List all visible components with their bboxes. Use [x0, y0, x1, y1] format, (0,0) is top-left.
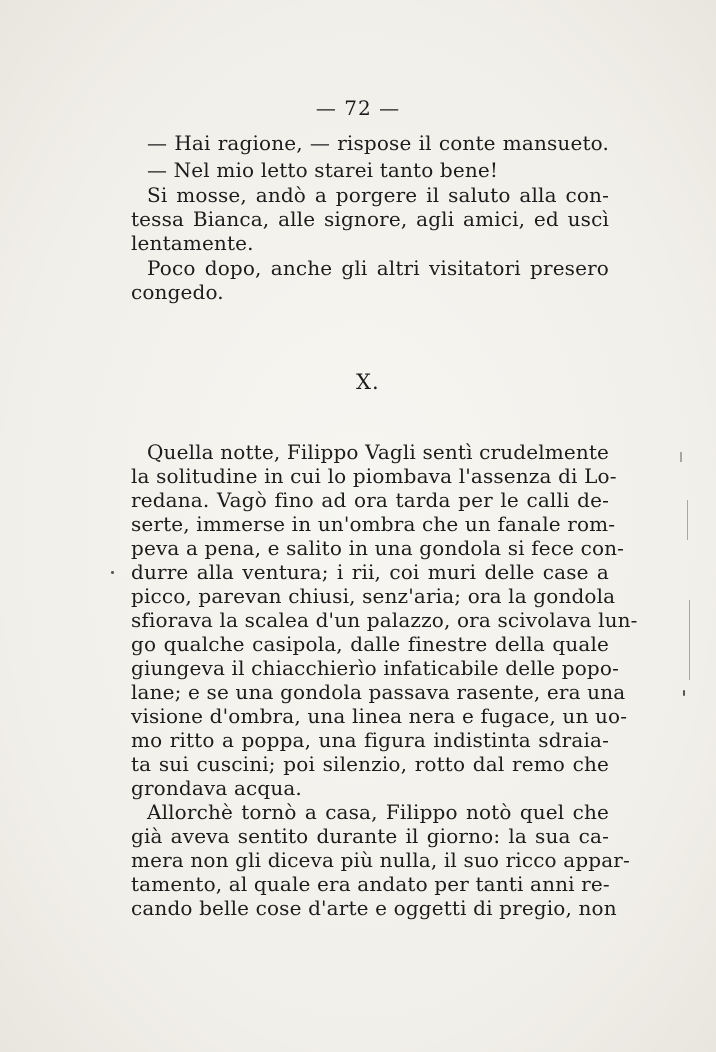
text-line: grondava acqua.: [131, 776, 302, 800]
scan-margin-mark: [689, 600, 690, 680]
text-line: congedo.: [131, 280, 224, 304]
chapter-heading: X.: [356, 370, 380, 394]
text-line: lane; e se una gondola passava rasente, era una: [131, 680, 626, 704]
scan-speck: [111, 571, 114, 574]
text-line: lentamente.: [131, 231, 254, 255]
text-line: la solitudine in cui lo piombava l'assenza di Lo-: [131, 464, 617, 488]
scan-margin-mark: [687, 500, 688, 540]
text-line: mo ritto a poppa, una figura indistinta sdraia-: [131, 728, 609, 752]
text-line: — Nel mio letto starei tanto bene!: [147, 158, 499, 182]
text-line: Allorchè tornò a casa, Filippo notò quel che: [147, 800, 609, 824]
text-line: peva a pena, e salito in una gondola si fece con-: [131, 536, 625, 560]
text-line: serte, immerse in un'ombra che un fanale rom-: [131, 512, 616, 536]
text-line: sfiorava la scalea d'un palazzo, ora scivolava lun-: [131, 608, 638, 632]
text-line: tamento, al quale era andato per tanti anni re-: [131, 872, 610, 896]
scan-speck: [683, 690, 685, 696]
text-line: tessa Bianca, alle signore, agli amici, ed uscì: [131, 207, 609, 231]
text-line: redana. Vagò fino ad ora tarda per le calli de-: [131, 488, 609, 512]
text-line: cando belle cose d'arte e oggetti di pregio, non: [131, 896, 617, 920]
text-line: giungeva il chiacchierìo infaticabile delle popo-: [131, 656, 619, 680]
text-line: già aveva sentito durante il giorno: la sua ca-: [131, 824, 609, 848]
text-line: mera non gli diceva più nulla, il suo ricco appar-: [131, 848, 630, 872]
text-line: — Hai ragione, — rispose il conte mansueto.: [147, 131, 609, 155]
text-line: Si mosse, andò a porgere il saluto alla con-: [147, 183, 609, 207]
text-line: picco, parevan chiusi, senz'aria; ora la gondola: [131, 584, 616, 608]
text-line: go qualche casipola, dalle finestre della quale: [131, 632, 609, 656]
page-number: — 72 —: [315, 96, 401, 120]
text-line: Poco dopo, anche gli altri visitatori presero: [147, 256, 609, 280]
scan-margin-mark: [680, 452, 682, 462]
text-line: Quella notte, Filippo Vagli sentì crudelmente: [147, 440, 610, 464]
text-line: durre alla ventura; i rii, coi muri delle case a: [131, 560, 609, 584]
text-line: visione d'ombra, una linea nera e fugace, un uo-: [131, 704, 628, 728]
text-line: ta sui cuscini; poi silenzio, rotto dal remo che: [131, 752, 609, 776]
